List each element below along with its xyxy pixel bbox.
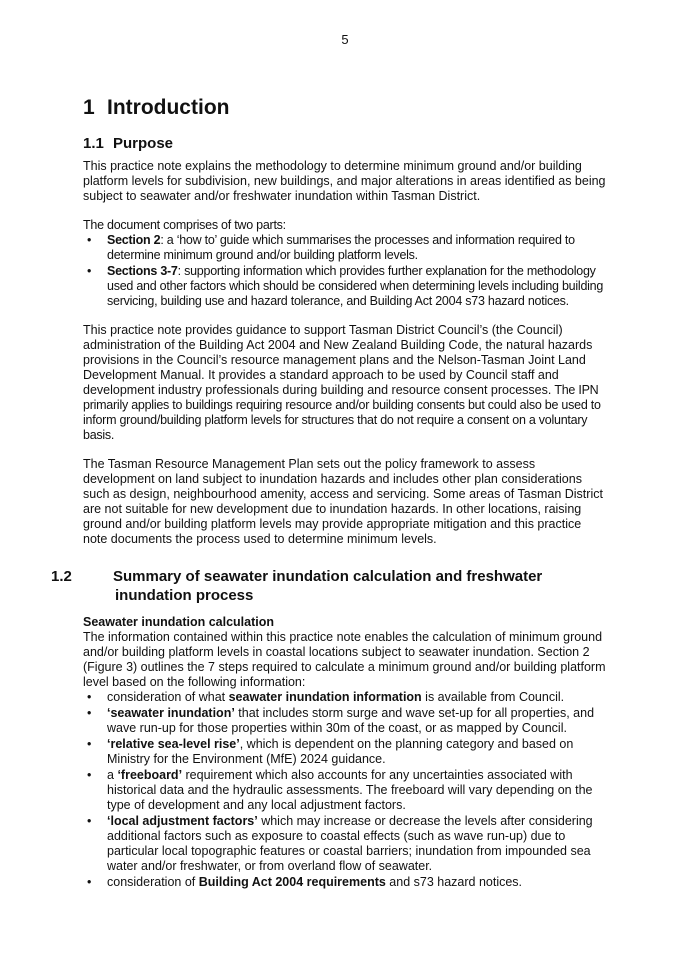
heading-summary bbox=[51, 567, 608, 605]
heading-introduction bbox=[83, 94, 608, 122]
parts-intro: The document comprises of two parts: bbox=[83, 218, 286, 232]
policy-paragraph: The Tasman Resource Management Plan sets out the policy framework to assess development on land subject to inundation hazards and includes other plan considerations such as design, neighbourhood amenity, access and servicing. Some areas of Tasman District are not suitable for new development due to inundation hazards. In other locations, raising ground and/or building platform levels may provide appropriate mitigation and this practice note documents the process used to determine minimum levels. bbox=[83, 457, 603, 546]
section-number: 1.1 bbox=[83, 135, 104, 152]
section-title: Purpose bbox=[113, 135, 174, 152]
subheading-seawater: Seawater inundation calculation bbox=[83, 615, 275, 629]
guidance-text-ipn: The IPN primarily applies to buildings requiring resource and/or building consents but could also be used to inform ground/building platform levels for structures that do not require a consent on a voluntary basis. bbox=[83, 383, 601, 442]
parts-list bbox=[83, 233, 608, 309]
heading-purpose bbox=[83, 134, 608, 153]
page-number: 5 bbox=[341, 32, 349, 47]
bullet-icon: • bbox=[87, 264, 92, 278]
bullet-icon: • bbox=[87, 875, 92, 889]
list-item bbox=[83, 264, 608, 309]
list-item-text: : a ‘how to’ guide which summarises the processes and information required to determine minimum ground and/or building platform levels. bbox=[107, 233, 575, 262]
bullet-icon: • bbox=[87, 690, 92, 704]
heading-title: Introduction bbox=[107, 96, 230, 119]
list-item: • consideration of what seawater inundation information is available from Council. bbox=[87, 690, 565, 704]
list-item-text: : supporting information which provides further explanation for the methodology used and other factors which should be considered when determining levels including building servicing, building use and hazard tolerance, and Building Act 2004 s73 hazard notices. bbox=[107, 264, 604, 308]
list-item-bold: Sections 3-7 bbox=[107, 264, 178, 278]
section-number: 1.2 bbox=[51, 568, 72, 585]
bullet-icon: • bbox=[87, 814, 92, 828]
heading-number: 1 bbox=[83, 96, 95, 119]
bullet-icon: • bbox=[87, 233, 92, 247]
list-item bbox=[83, 233, 608, 263]
bullet-icon: • bbox=[87, 706, 92, 720]
list-item: • a ‘freeboard’ requirement which also accounts for any uncertainties associated with historical data and the hydraulic assessments. The freeboard will vary depending on the type of development and any local adjustment factors. bbox=[87, 768, 593, 812]
bullet-icon: • bbox=[87, 737, 92, 751]
list-item: • ‘relative sea-level rise’, which is dependent on the planning category and based on Ministry for the Environment (MfE) 2024 guidance. bbox=[87, 737, 574, 766]
bullet-icon: • bbox=[87, 768, 92, 782]
section-title: Summary of seawater inundation calculation and freshwater inundation process bbox=[113, 568, 543, 604]
guidance-paragraph bbox=[83, 323, 608, 443]
document-body bbox=[51, 94, 608, 891]
seawater-list bbox=[83, 690, 608, 890]
list-item: • consideration of Building Act 2004 requirements and s73 hazard notices. bbox=[87, 875, 523, 889]
purpose-paragraph: This practice note explains the methodology to determine minimum ground and/or building platform levels for subdivision, new buildings, and major alterations in areas identified as being subject to seawater and/or freshwater inundation within Tasman District. bbox=[83, 159, 606, 203]
list-item: • ‘seawater inundation’ that includes storm surge and wave set-up for all properties, and wave run-up for those properties within 30m of the coast, or as mapped by Council. bbox=[87, 706, 595, 735]
list-item-bold: Section 2 bbox=[107, 233, 161, 247]
seawater-paragraph: The information contained within this practice note enables the calculation of minimum ground and/or building platform levels in coastal locations subject to seawater inundation. Section 2 (Figure 3) outlines the 7 steps required to calculate a minimum ground and/or building platform level based on the following information: bbox=[83, 630, 606, 689]
guidance-text: This practice note provides guidance to support Tasman District Council’s (the Council) administration of the Building Act 2004 and New Zealand Building Code, the natural hazards provisions in the Council’s resource management plans and the Nelson-Tasman Joint Land Development Manual. It provides a standard approach to be used by Council staff and development industry professionals during building and resource consent processes. bbox=[83, 323, 593, 397]
list-item: • ‘local adjustment factors’ which may increase or decrease the levels after considering additional factors such as exposure to coastal effects (such as wave run-up) due to particular local topographic features or coastal barriers; inundation from impounded sea water and/or freshwater, or from overland flow of seawater. bbox=[87, 814, 593, 873]
